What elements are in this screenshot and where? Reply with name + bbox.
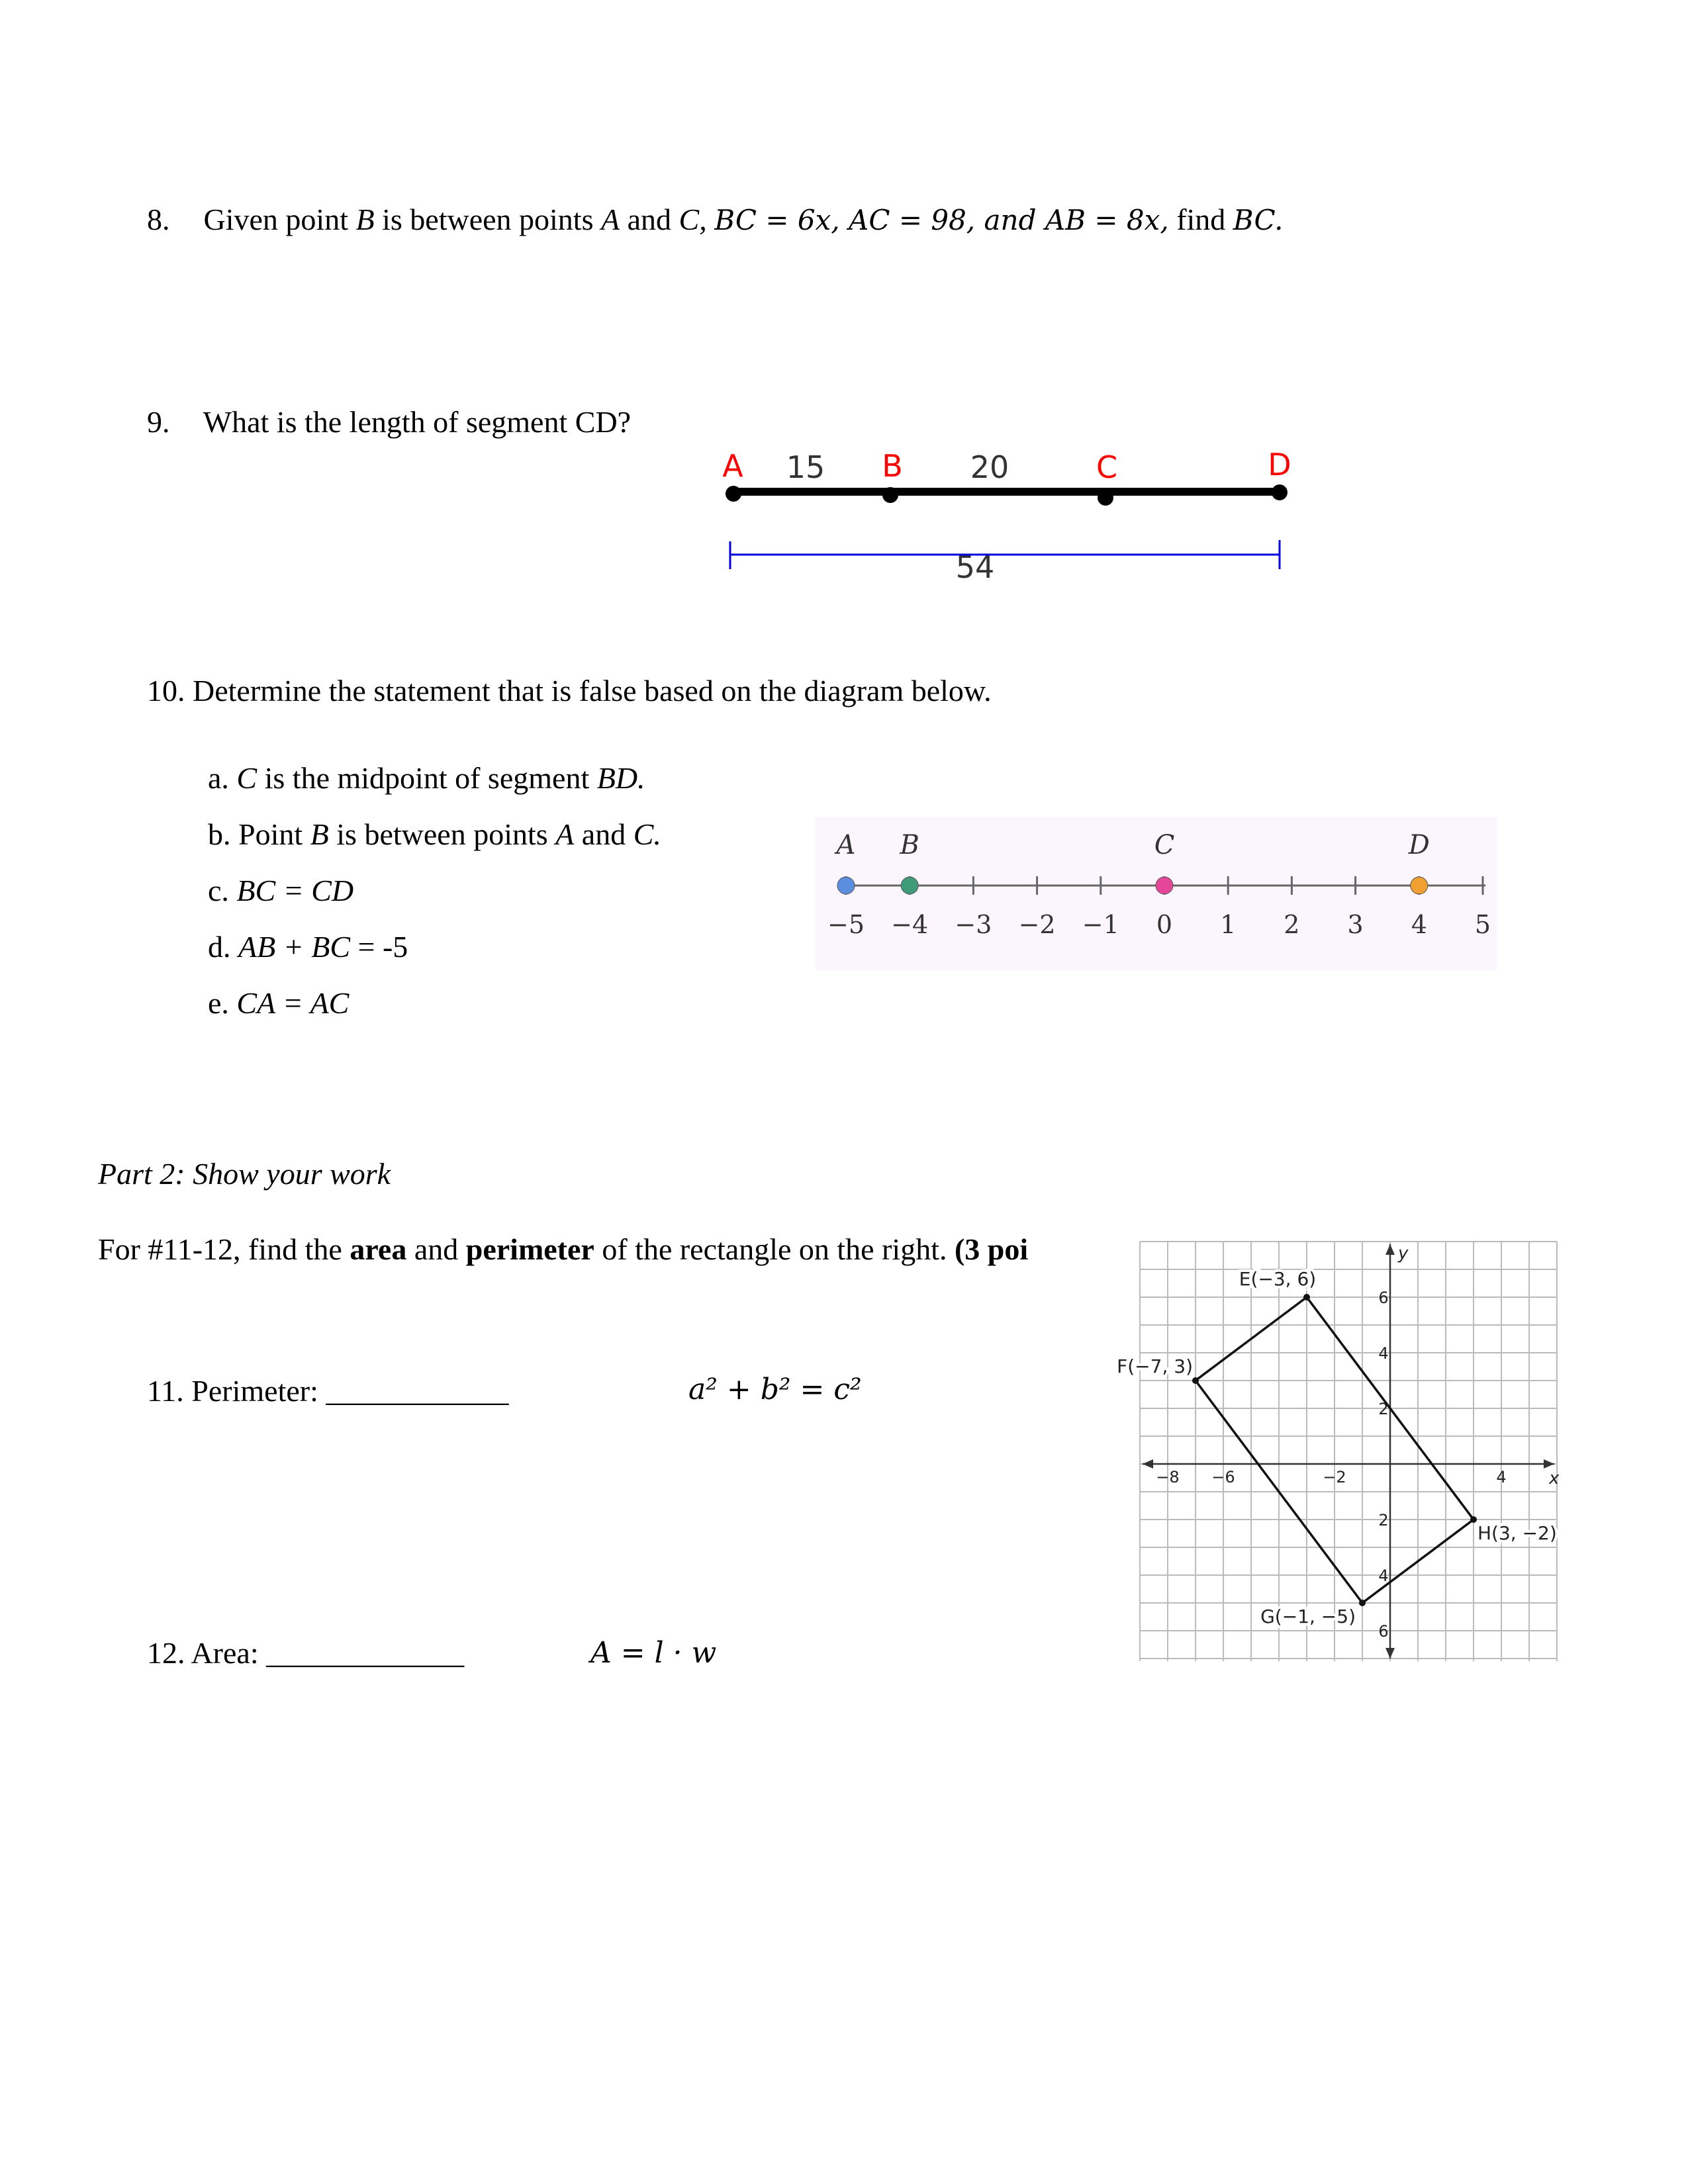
question-number: 9. — [147, 405, 170, 439]
point-label-d: D — [1408, 830, 1430, 860]
option-b — [208, 816, 661, 853]
ab-length-label: 15 — [786, 449, 825, 485]
q8-equation: BC = 6x, AC = 98, and AB = 8x, — [714, 204, 1169, 236]
x-axis-arrow — [1143, 1459, 1153, 1469]
x-axis-label: x — [1549, 1469, 1560, 1488]
option-expr: BC = CD — [236, 874, 354, 907]
question-number: 10. — [147, 674, 185, 707]
question-8 — [147, 201, 1283, 239]
intro-text: of the rectangle on the right. — [602, 1232, 947, 1266]
number-line-diagram — [816, 817, 1497, 970]
option-letter: b. — [208, 817, 231, 851]
x-tick-label: −2 — [1323, 1468, 1346, 1486]
x-tick-label: −8 — [1156, 1468, 1180, 1486]
question-10 — [147, 672, 992, 709]
vertex-point — [1192, 1377, 1199, 1384]
area-formula: A = l · w — [590, 1636, 717, 1670]
option-letter: d. — [208, 930, 231, 964]
vertex-label: F(−7, 3) — [1117, 1355, 1193, 1377]
q8-var-b: B — [355, 203, 375, 236]
part-2-intro — [98, 1231, 1104, 1268]
option-text: = -5 — [357, 930, 408, 964]
question-number: 8. — [147, 203, 170, 236]
y-axis-label: y — [1398, 1244, 1409, 1263]
option-d — [208, 929, 408, 966]
y-tick-label: 2 — [1378, 1400, 1389, 1418]
q8-text-1: Given point — [203, 203, 348, 236]
segment-diagram — [715, 443, 1311, 596]
point-b — [882, 487, 898, 503]
question-text: What is the length of segment CD? — [203, 405, 632, 439]
intro-points: (3 poi — [954, 1232, 1029, 1266]
pythagorean-formula: a² + b² = c² — [688, 1373, 862, 1406]
point-a — [726, 486, 741, 502]
y-tick-label: 4 — [1378, 1567, 1389, 1585]
x-axis-arrow — [1544, 1459, 1554, 1469]
option-var: C — [236, 761, 258, 795]
question-text: Determine the statement that is false based on the diagram below. — [193, 674, 992, 707]
q8-target: BC. — [1233, 204, 1284, 236]
option-expr: CA = AC — [236, 986, 350, 1020]
intro-area: area — [350, 1232, 407, 1266]
point-d — [1272, 484, 1288, 500]
q8-var-a: A — [601, 203, 620, 236]
option-var: B — [310, 817, 329, 851]
vertex-point — [1470, 1516, 1477, 1523]
point-d — [1411, 877, 1428, 894]
tick-label: −3 — [955, 910, 992, 939]
option-expr: AB + BC — [238, 930, 351, 964]
tick-label: 1 — [1220, 910, 1237, 939]
part-2-heading: Part 2: Show your work — [98, 1157, 391, 1191]
option-var: BD. — [596, 761, 645, 795]
answer-blank[interactable]: _____________ — [266, 1636, 465, 1670]
y-tick-label: 6 — [1378, 1622, 1389, 1641]
answer-blank[interactable]: ____________ — [326, 1374, 509, 1408]
total-length-label: 54 — [955, 549, 995, 585]
q8-var-c: C, — [679, 203, 707, 236]
question-9 — [147, 404, 631, 441]
intro-text: For #11-12, find the — [98, 1232, 342, 1266]
bc-length-label: 20 — [970, 449, 1009, 485]
point-c — [1156, 877, 1173, 894]
option-a — [208, 760, 645, 797]
point-label-b: B — [900, 830, 919, 860]
option-var: A — [555, 817, 575, 851]
tick-label: −5 — [827, 910, 865, 939]
option-letter: a. — [208, 761, 229, 795]
vertex-point — [1303, 1294, 1310, 1300]
tick-label: 5 — [1474, 910, 1491, 939]
coordinate-graph — [1112, 1238, 1569, 1674]
tick-label: −1 — [1082, 910, 1119, 939]
x-tick-label: −6 — [1211, 1468, 1235, 1486]
vertex-label: H(3, −2) — [1477, 1522, 1557, 1544]
point-label-a: A — [722, 448, 743, 484]
y-tick-label: 6 — [1378, 1289, 1389, 1307]
tick-label: 0 — [1156, 910, 1173, 939]
question-label: 12. Area: — [147, 1636, 259, 1670]
tick-label: −4 — [891, 910, 929, 939]
point-label-b: B — [882, 448, 903, 484]
y-tick-label: 4 — [1378, 1344, 1389, 1363]
point-label-c: C — [1154, 830, 1175, 860]
q8-text-2: is between points — [382, 203, 594, 236]
intro-perimeter: perimeter — [465, 1232, 594, 1266]
point-a — [837, 877, 855, 894]
intro-text: and — [414, 1232, 459, 1266]
tick-label: 3 — [1347, 910, 1364, 939]
option-letter: c. — [208, 874, 229, 907]
option-text: Point — [238, 817, 303, 851]
question-11 — [147, 1373, 508, 1410]
y-axis-arrow — [1385, 1648, 1395, 1659]
vertex-label: G(−1, −5) — [1260, 1606, 1356, 1627]
tick-label: 4 — [1411, 910, 1427, 939]
option-letter: e. — [208, 986, 229, 1020]
q8-text-4: find — [1176, 203, 1226, 236]
point-label-d: D — [1268, 447, 1291, 482]
option-text: is between points — [336, 817, 548, 851]
option-var: C. — [633, 817, 661, 851]
tick-label: 2 — [1284, 910, 1300, 939]
point-b — [901, 877, 918, 894]
vertex-label: E(−3, 6) — [1239, 1268, 1317, 1290]
y-tick-label: 2 — [1378, 1511, 1389, 1529]
tick-label: −2 — [1018, 910, 1056, 939]
option-text: and — [581, 817, 626, 851]
question-12 — [147, 1635, 464, 1672]
vertex-point — [1359, 1600, 1366, 1606]
option-c — [208, 872, 353, 909]
option-e — [208, 985, 349, 1022]
question-label: 11. Perimeter: — [147, 1374, 318, 1408]
option-text: is the midpoint of segment — [264, 761, 590, 795]
q8-text-3: and — [627, 203, 672, 236]
x-tick-label: 4 — [1496, 1468, 1507, 1486]
y-axis-arrow — [1385, 1244, 1395, 1255]
point-c — [1098, 490, 1113, 506]
point-label-a: A — [836, 830, 856, 860]
point-label-c: C — [1096, 449, 1118, 485]
